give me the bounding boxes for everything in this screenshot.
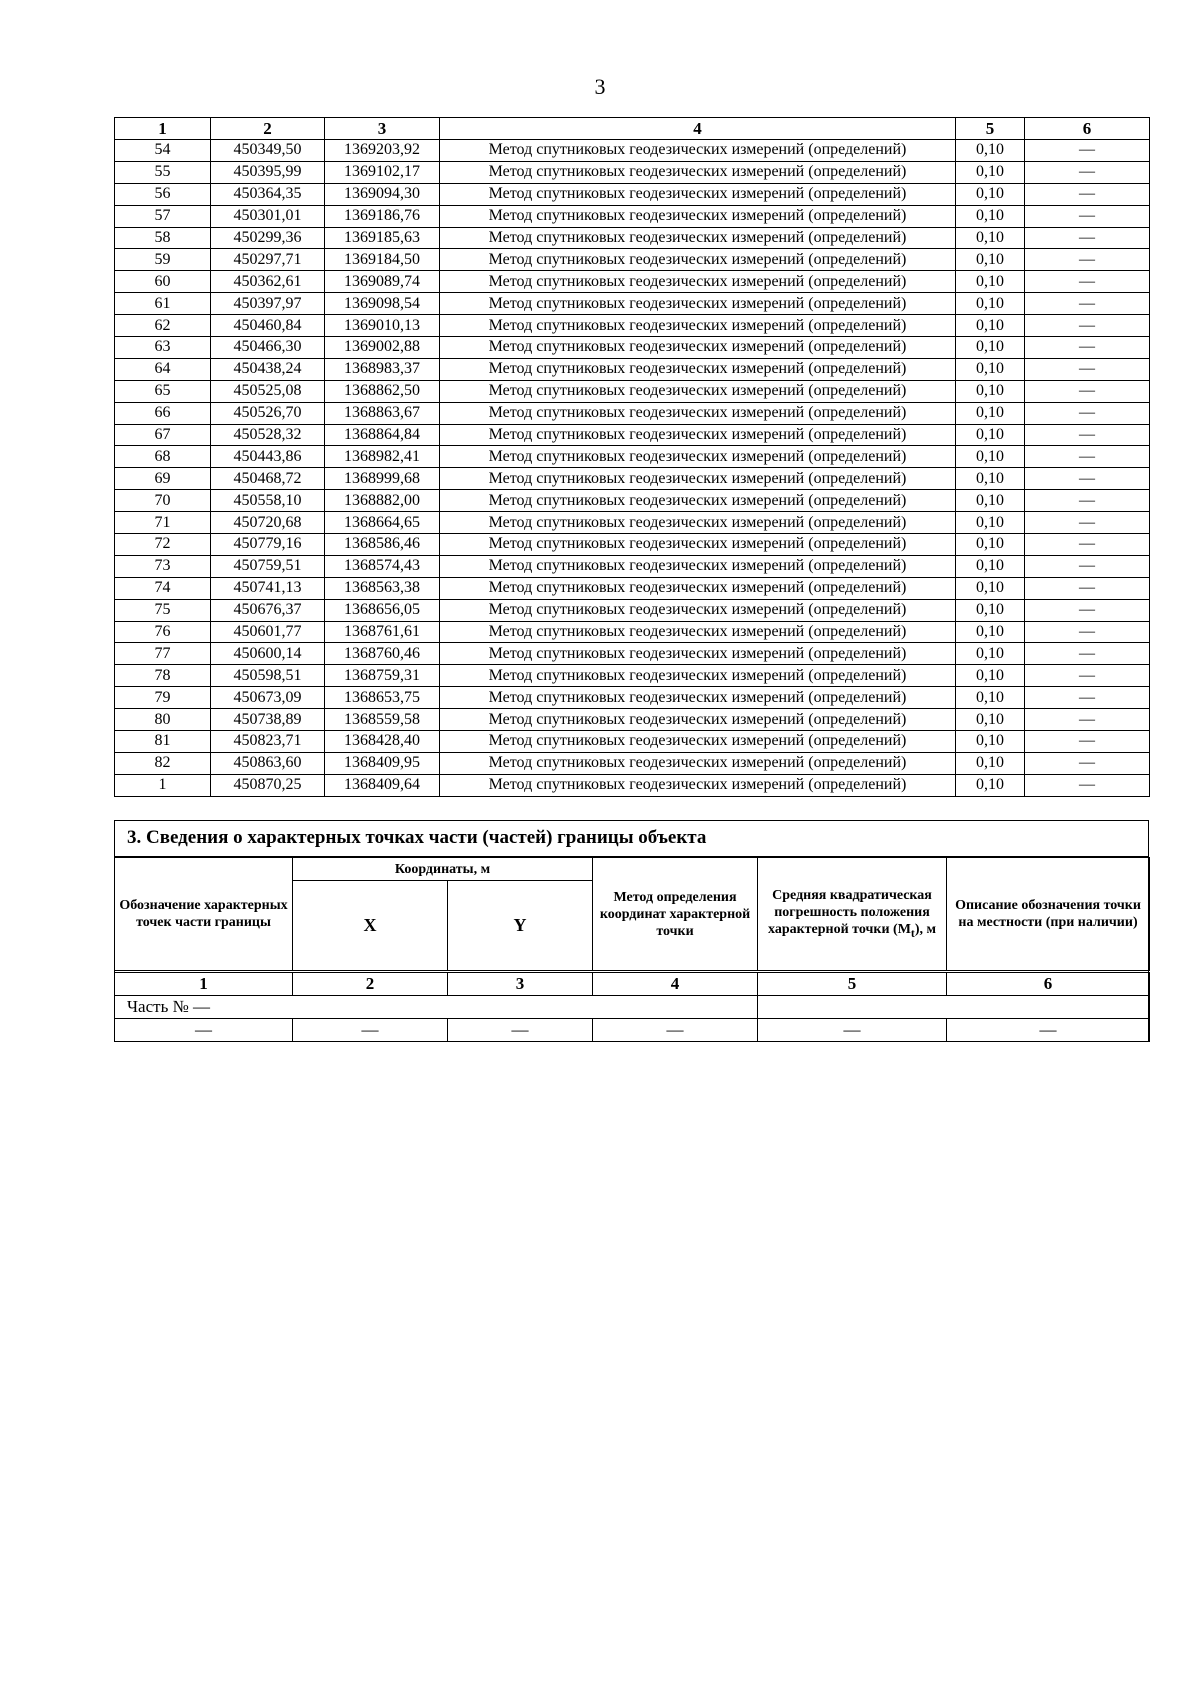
table-row	[115, 227, 1150, 249]
coordinate-x-cell: 450558,10	[211, 490, 325, 512]
method-cell: Метод спутниковых геодезических измерений (определений)	[440, 424, 956, 446]
accuracy-cell: 0,10	[956, 140, 1025, 162]
method-cell: Метод спутниковых геодезических измерений (определений)	[440, 687, 956, 709]
table-row	[115, 293, 1150, 315]
point-number-cell: 65	[115, 380, 211, 402]
point-number-cell: 63	[115, 337, 211, 359]
point-number-cell: 78	[115, 665, 211, 687]
coordinate-y-cell: 1368761,61	[325, 621, 440, 643]
description-cell: —	[1025, 271, 1150, 293]
x-header: X	[293, 881, 448, 972]
accuracy-cell: 0,10	[956, 665, 1025, 687]
point-number-cell: 79	[115, 687, 211, 709]
coordinate-x-cell: 450676,37	[211, 599, 325, 621]
table-row	[115, 643, 1150, 665]
coordinate-y-cell: 1368999,68	[325, 468, 440, 490]
point-number-cell: 68	[115, 446, 211, 468]
table-row	[115, 315, 1150, 337]
coordinate-x-cell: 450526,70	[211, 402, 325, 424]
table-header-row	[115, 118, 1150, 140]
coordinate-y-cell: 1368760,46	[325, 643, 440, 665]
accuracy-cell: 0,10	[956, 358, 1025, 380]
table-row	[115, 752, 1150, 774]
description-cell: —	[1025, 315, 1150, 337]
method-cell: Метод спутниковых геодезических измерений (определений)	[440, 227, 956, 249]
y-header: Y	[448, 881, 593, 972]
point-number-cell: 80	[115, 709, 211, 731]
table-row	[115, 490, 1150, 512]
coordinate-y-cell: 1368653,75	[325, 687, 440, 709]
coordinate-y-cell: 1369098,54	[325, 293, 440, 315]
table-row	[115, 446, 1150, 468]
description-cell: —	[1025, 249, 1150, 271]
method-cell: Метод спутниковых геодезических измерений (определений)	[440, 512, 956, 534]
accuracy-cell: 0,10	[956, 183, 1025, 205]
table-row	[115, 380, 1150, 402]
column-header-1: 1	[115, 118, 211, 140]
column-number-3: 3	[448, 972, 593, 996]
method-cell: Метод спутниковых геодезических измерений (определений)	[440, 665, 956, 687]
accuracy-cell: 0,10	[956, 446, 1025, 468]
coordinate-x-cell: 450741,13	[211, 577, 325, 599]
point-number-cell: 67	[115, 424, 211, 446]
description-cell: —	[1025, 752, 1150, 774]
description-cell: —	[1025, 446, 1150, 468]
point-number-cell: 61	[115, 293, 211, 315]
table-row	[115, 731, 1150, 753]
point-number-cell: 57	[115, 205, 211, 227]
table-row	[115, 665, 1150, 687]
method-cell: Метод спутниковых геодезических измерений (определений)	[440, 337, 956, 359]
description-cell: —	[1025, 293, 1150, 315]
table-row	[115, 271, 1150, 293]
description-cell: —	[1025, 555, 1150, 577]
description-cell: —	[1025, 665, 1150, 687]
coordinate-y-cell: 1368428,40	[325, 731, 440, 753]
table-row	[115, 468, 1150, 490]
table-row	[115, 512, 1150, 534]
coordinate-x-cell: 450438,24	[211, 358, 325, 380]
column-number-5: 5	[758, 972, 947, 996]
coordinate-y-cell: 1369010,13	[325, 315, 440, 337]
point-number-cell: 58	[115, 227, 211, 249]
table-row	[115, 687, 1150, 709]
method-cell: Метод спутниковых геодезических измерений (определений)	[440, 271, 956, 293]
section-3	[114, 820, 1149, 1042]
accuracy-cell: 0,10	[956, 402, 1025, 424]
column-header-5: 5	[956, 118, 1025, 140]
coordinate-y-cell: 1368862,50	[325, 380, 440, 402]
coordinate-x-cell: 450466,30	[211, 337, 325, 359]
table-row	[115, 621, 1150, 643]
table-row	[115, 205, 1150, 227]
accuracy-cell: 0,10	[956, 293, 1025, 315]
point-number-cell: 70	[115, 490, 211, 512]
method-cell: Метод спутниковых геодезических измерений (определений)	[440, 534, 956, 556]
point-number-cell: 66	[115, 402, 211, 424]
section-title: 3. Сведения о характерных точках части (частей) границы объекта	[115, 821, 1148, 857]
method-cell: Метод спутниковых геодезических измерений (определений)	[440, 468, 956, 490]
error-header	[758, 858, 947, 972]
table-row	[115, 774, 1150, 796]
accuracy-cell: 0,10	[956, 205, 1025, 227]
accuracy-cell: 0,10	[956, 577, 1025, 599]
description-cell: —	[1025, 205, 1150, 227]
description-header: Описание обозначения точки на местности (при наличии)	[947, 858, 1150, 972]
coordinate-x-cell: 450362,61	[211, 271, 325, 293]
part-boundary-table	[114, 857, 1150, 1042]
description-cell: —	[1025, 687, 1150, 709]
table-row	[115, 424, 1150, 446]
description-cell: —	[1025, 468, 1150, 490]
method-cell: Метод спутниковых геодезических измерений (определений)	[440, 402, 956, 424]
coordinate-y-cell: 1368409,64	[325, 774, 440, 796]
description-cell: —	[1025, 380, 1150, 402]
method-cell: Метод спутниковых геодезических измерений (определений)	[440, 140, 956, 162]
column-header-3: 3	[325, 118, 440, 140]
method-cell: Метод спутниковых геодезических измерений (определений)	[440, 358, 956, 380]
coordinate-y-cell: 1369185,63	[325, 227, 440, 249]
coordinate-x-cell: 450395,99	[211, 161, 325, 183]
point-number-cell: 55	[115, 161, 211, 183]
column-number-4: 4	[593, 972, 758, 996]
point-number-cell: 1	[115, 774, 211, 796]
method-cell: Метод спутниковых геодезических измерений (определений)	[440, 315, 956, 337]
empty-cell: —	[593, 1019, 758, 1042]
description-cell: —	[1025, 490, 1150, 512]
coordinate-y-cell: 1368864,84	[325, 424, 440, 446]
accuracy-cell: 0,10	[956, 227, 1025, 249]
method-cell: Метод спутниковых геодезических измерений (определений)	[440, 293, 956, 315]
method-cell: Метод спутниковых геодезических измерений (определений)	[440, 249, 956, 271]
column-number-2: 2	[293, 972, 448, 996]
point-number-cell: 75	[115, 599, 211, 621]
method-cell: Метод спутниковых геодезических измерений (определений)	[440, 183, 956, 205]
point-number-cell: 74	[115, 577, 211, 599]
method-cell: Метод спутниковых геодезических измерений (определений)	[440, 577, 956, 599]
coordinate-x-cell: 450468,72	[211, 468, 325, 490]
method-cell: Метод спутниковых геодезических измерений (определений)	[440, 709, 956, 731]
coordinates-header: Координаты, м	[293, 858, 593, 881]
coordinate-y-cell: 1368759,31	[325, 665, 440, 687]
coordinates-table	[114, 117, 1150, 797]
header-row-top	[115, 858, 1150, 881]
table-row	[115, 140, 1150, 162]
description-cell: —	[1025, 731, 1150, 753]
accuracy-cell: 0,10	[956, 249, 1025, 271]
column-number-row	[115, 972, 1150, 996]
table-row	[115, 249, 1150, 271]
coordinate-y-cell: 1369094,30	[325, 183, 440, 205]
coordinate-x-cell: 450397,97	[211, 293, 325, 315]
error-header-subscript: t	[910, 926, 915, 940]
coordinates-table-body	[115, 140, 1150, 797]
method-cell: Метод спутниковых геодезических измерений (определений)	[440, 599, 956, 621]
coordinate-y-cell: 1368664,65	[325, 512, 440, 534]
empty-cell: —	[448, 1019, 593, 1042]
coordinate-x-cell: 450443,86	[211, 446, 325, 468]
coordinate-x-cell: 450823,71	[211, 731, 325, 753]
point-number-cell: 64	[115, 358, 211, 380]
description-cell: —	[1025, 512, 1150, 534]
coordinate-x-cell: 450528,32	[211, 424, 325, 446]
accuracy-cell: 0,10	[956, 731, 1025, 753]
coordinate-x-cell: 450364,35	[211, 183, 325, 205]
method-cell: Метод спутниковых геодезических измерений (определений)	[440, 643, 956, 665]
error-header-suffix: ), м	[914, 921, 937, 937]
coordinate-y-cell: 1368656,05	[325, 599, 440, 621]
coordinate-x-cell: 450863,60	[211, 752, 325, 774]
empty-cell: —	[293, 1019, 448, 1042]
coordinate-y-cell: 1368409,95	[325, 752, 440, 774]
description-cell: —	[1025, 621, 1150, 643]
coordinate-y-cell: 1368863,67	[325, 402, 440, 424]
coordinate-x-cell: 450673,09	[211, 687, 325, 709]
accuracy-cell: 0,10	[956, 752, 1025, 774]
page-number: 3	[594, 74, 606, 99]
accuracy-cell: 0,10	[956, 621, 1025, 643]
description-cell: —	[1025, 643, 1150, 665]
coordinate-y-cell: 1368574,43	[325, 555, 440, 577]
coordinate-x-cell: 450738,89	[211, 709, 325, 731]
description-cell: —	[1025, 183, 1150, 205]
method-cell: Метод спутниковых геодезических измерений (определений)	[440, 446, 956, 468]
description-cell: —	[1025, 424, 1150, 446]
empty-cell: —	[115, 1019, 293, 1042]
empty-cell: —	[947, 1019, 1150, 1042]
part-label-row	[115, 996, 1150, 1019]
accuracy-cell: 0,10	[956, 687, 1025, 709]
description-cell: —	[1025, 140, 1150, 162]
description-cell: —	[1025, 402, 1150, 424]
table-row	[115, 358, 1150, 380]
coordinate-y-cell: 1369089,74	[325, 271, 440, 293]
table-row	[115, 534, 1150, 556]
point-number-cell: 77	[115, 643, 211, 665]
table-row	[115, 337, 1150, 359]
accuracy-cell: 0,10	[956, 490, 1025, 512]
coordinate-y-cell: 1368982,41	[325, 446, 440, 468]
method-cell: Метод спутниковых геодезических измерений (определений)	[440, 774, 956, 796]
coordinate-y-cell: 1368882,00	[325, 490, 440, 512]
method-cell: Метод спутниковых геодезических измерений (определений)	[440, 731, 956, 753]
table-row	[115, 599, 1150, 621]
description-cell: —	[1025, 599, 1150, 621]
accuracy-cell: 0,10	[956, 468, 1025, 490]
coordinate-y-cell: 1369002,88	[325, 337, 440, 359]
accuracy-cell: 0,10	[956, 337, 1025, 359]
coordinate-x-cell: 450525,08	[211, 380, 325, 402]
column-number-6: 6	[947, 972, 1150, 996]
description-cell: —	[1025, 358, 1150, 380]
table-row	[115, 402, 1150, 424]
point-number-cell: 59	[115, 249, 211, 271]
empty-data-row	[115, 1019, 1150, 1042]
description-cell: —	[1025, 161, 1150, 183]
point-number-cell: 60	[115, 271, 211, 293]
point-number-cell: 56	[115, 183, 211, 205]
description-cell: —	[1025, 577, 1150, 599]
description-cell: —	[1025, 774, 1150, 796]
coordinate-y-cell: 1369186,76	[325, 205, 440, 227]
accuracy-cell: 0,10	[956, 643, 1025, 665]
coordinate-y-cell: 1368586,46	[325, 534, 440, 556]
method-cell: Метод спутниковых геодезических измерений (определений)	[440, 161, 956, 183]
accuracy-cell: 0,10	[956, 599, 1025, 621]
coordinate-x-cell: 450870,25	[211, 774, 325, 796]
coordinate-y-cell: 1369184,50	[325, 249, 440, 271]
coordinate-x-cell: 450297,71	[211, 249, 325, 271]
empty-cell: —	[758, 1019, 947, 1042]
column-header-6: 6	[1025, 118, 1150, 140]
table-row	[115, 555, 1150, 577]
coordinate-x-cell: 450598,51	[211, 665, 325, 687]
accuracy-cell: 0,10	[956, 555, 1025, 577]
coordinate-y-cell: 1369102,17	[325, 161, 440, 183]
method-cell: Метод спутниковых геодезических измерений (определений)	[440, 490, 956, 512]
point-number-cell: 81	[115, 731, 211, 753]
accuracy-cell: 0,10	[956, 315, 1025, 337]
point-number-cell: 62	[115, 315, 211, 337]
description-cell: —	[1025, 337, 1150, 359]
point-number-cell: 72	[115, 534, 211, 556]
column-number-1: 1	[115, 972, 293, 996]
method-cell: Метод спутниковых геодезических измерений (определений)	[440, 205, 956, 227]
coordinate-y-cell: 1369203,92	[325, 140, 440, 162]
point-number-cell: 69	[115, 468, 211, 490]
designation-header: Обозначение характерных точек части границы	[115, 858, 293, 972]
coordinate-x-cell: 450759,51	[211, 555, 325, 577]
method-cell: Метод спутниковых геодезических измерений (определений)	[440, 380, 956, 402]
accuracy-cell: 0,10	[956, 380, 1025, 402]
coordinate-y-cell: 1368559,58	[325, 709, 440, 731]
column-header-2: 2	[211, 118, 325, 140]
table-row	[115, 161, 1150, 183]
coordinate-x-cell: 450349,50	[211, 140, 325, 162]
coordinate-x-cell: 450460,84	[211, 315, 325, 337]
method-cell: Метод спутниковых геодезических измерений (определений)	[440, 621, 956, 643]
accuracy-cell: 0,10	[956, 424, 1025, 446]
point-number-cell: 71	[115, 512, 211, 534]
point-number-cell: 54	[115, 140, 211, 162]
method-header: Метод определения координат характерной точки	[593, 858, 758, 972]
accuracy-cell: 0,10	[956, 512, 1025, 534]
coordinate-x-cell: 450779,16	[211, 534, 325, 556]
accuracy-cell: 0,10	[956, 161, 1025, 183]
coordinate-x-cell: 450720,68	[211, 512, 325, 534]
part-label-empty	[758, 996, 1150, 1019]
point-number-cell: 76	[115, 621, 211, 643]
coordinate-x-cell: 450299,36	[211, 227, 325, 249]
accuracy-cell: 0,10	[956, 774, 1025, 796]
coordinate-y-cell: 1368983,37	[325, 358, 440, 380]
coordinate-x-cell: 450301,01	[211, 205, 325, 227]
description-cell: —	[1025, 534, 1150, 556]
table-row	[115, 577, 1150, 599]
coordinate-x-cell: 450600,14	[211, 643, 325, 665]
error-header-text: Средняя квадратическая погрешность положения характерной точки (M	[768, 887, 932, 937]
coordinate-x-cell: 450601,77	[211, 621, 325, 643]
part-label: Часть № —	[115, 996, 758, 1019]
column-header-4: 4	[440, 118, 956, 140]
description-cell: —	[1025, 227, 1150, 249]
table-row	[115, 183, 1150, 205]
description-cell: —	[1025, 709, 1150, 731]
accuracy-cell: 0,10	[956, 271, 1025, 293]
point-number-cell: 82	[115, 752, 211, 774]
coordinate-y-cell: 1368563,38	[325, 577, 440, 599]
accuracy-cell: 0,10	[956, 534, 1025, 556]
table-row	[115, 709, 1150, 731]
method-cell: Метод спутниковых геодезических измерений (определений)	[440, 752, 956, 774]
point-number-cell: 73	[115, 555, 211, 577]
method-cell: Метод спутниковых геодезических измерений (определений)	[440, 555, 956, 577]
accuracy-cell: 0,10	[956, 709, 1025, 731]
